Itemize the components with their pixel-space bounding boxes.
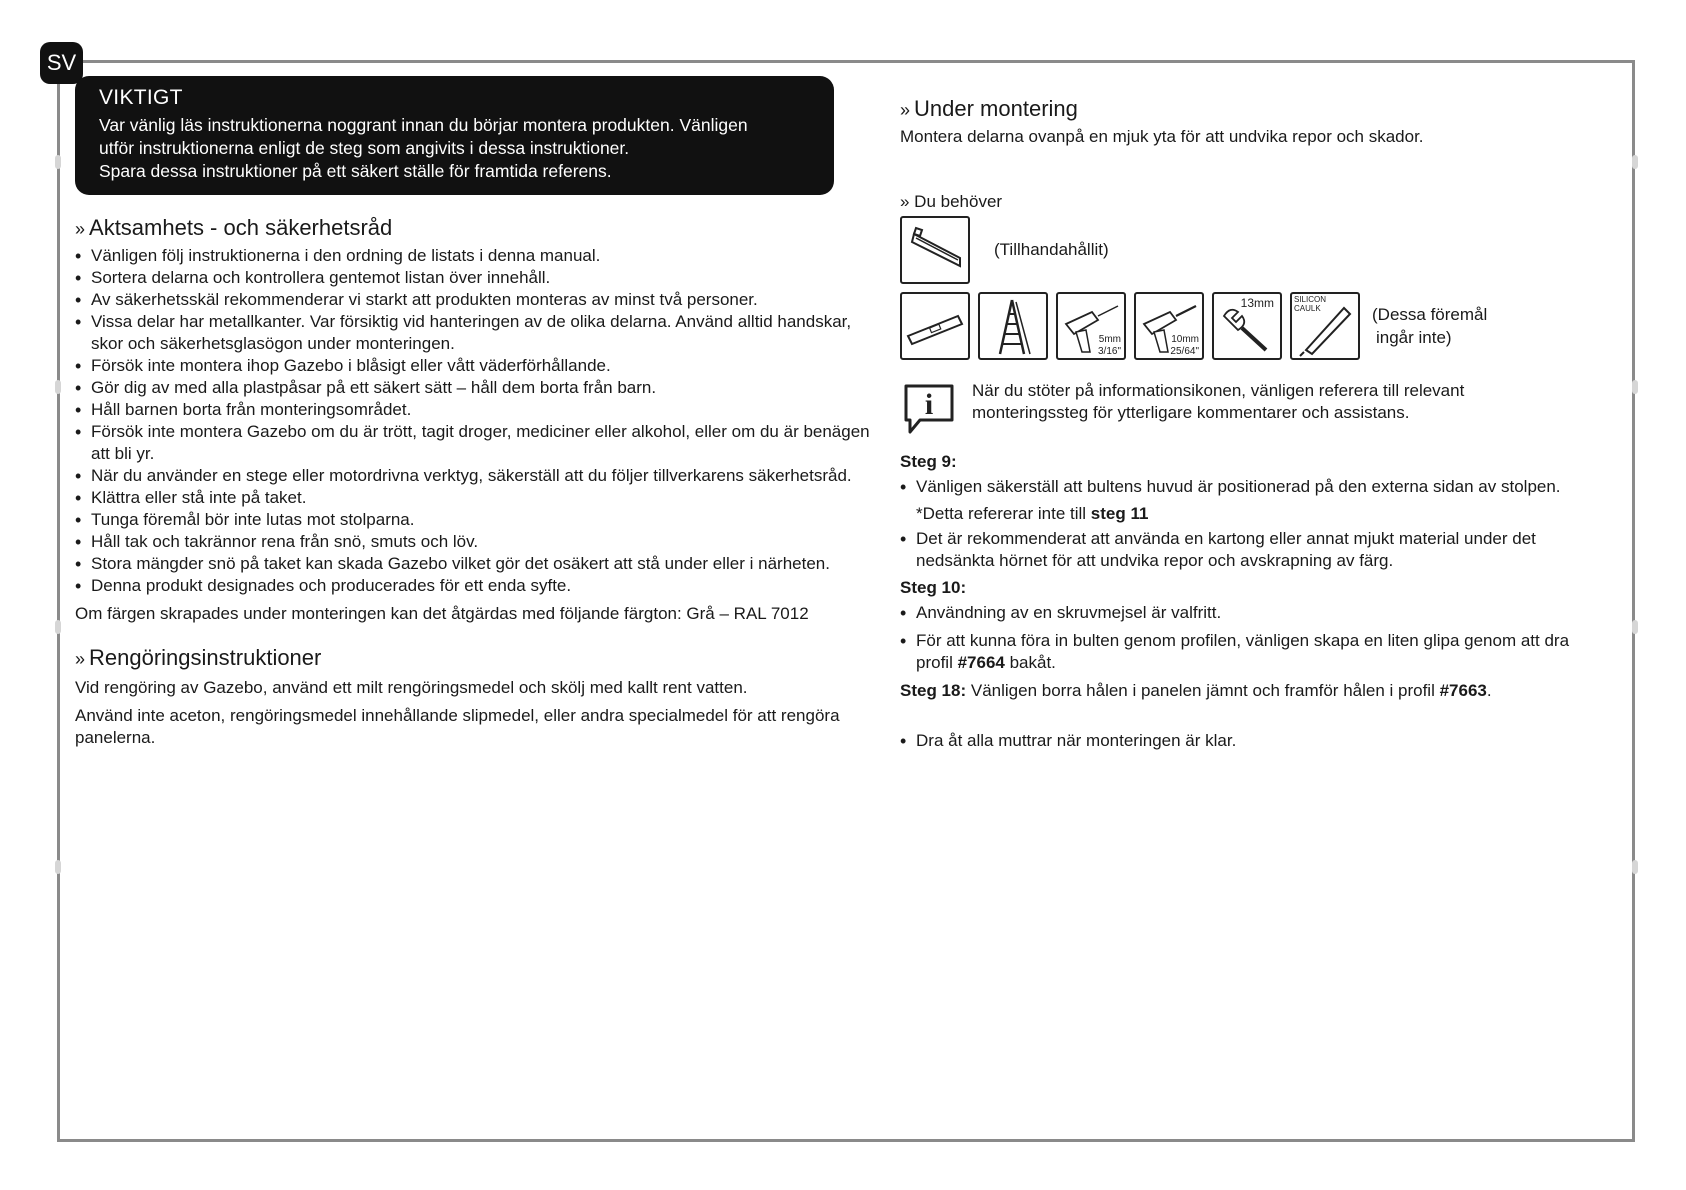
list-item [900, 630, 1600, 674]
right-column [900, 92, 1600, 752]
safety-title: Aktsamhets - och säkerhetsråd [89, 215, 393, 240]
drill-size-imperial: 3/16" [1097, 346, 1121, 357]
step-10-list [900, 602, 1600, 674]
note-emphasis: steg 11 [1090, 504, 1149, 523]
step-text: Vänligen borra hålen i panelen jämnt och framför hålen i profil [966, 681, 1440, 700]
registration-mark [55, 860, 61, 874]
drill-size: 5mm [1098, 334, 1121, 345]
cleaning-paragraph: Använd inte aceton, rengöringsmedel innehållande slipmedel, eller andra specialmedel för att rengöra panelerna. [75, 706, 840, 747]
ladder-icon [980, 294, 1046, 358]
registration-mark [1632, 380, 1638, 394]
section-marker: » [75, 649, 86, 669]
tool-wrench [1212, 292, 1282, 360]
list-item: • När du använder en stege eller motordrivna verktyg, säkerställ att du följer tillverkarens säkerhetsråd. [75, 465, 870, 487]
registration-mark [55, 380, 61, 394]
list-item: • Försök inte montera ihop Gazebo i blåsigt eller vått väderförhållande. [75, 355, 870, 377]
info-text [972, 380, 1464, 424]
drill-size: 10mm [1171, 334, 1199, 345]
list-item: • Vissa delar har metallkanter. Var försiktig vid hanteringen av de olika delarna. Använd alltid handskar, skor och säkerhetsglasögon under monteringen. [75, 311, 870, 355]
tools-row [900, 292, 1600, 360]
list-item: • Tunga föremål bör inte lutas mot stolparna. [75, 509, 870, 531]
list-item: • Användning av en skruvmejsel är valfritt. [900, 602, 1600, 624]
important-line: Var vänlig läs instruktionerna noggrant innan du börjar montera produkten. Vänligen [99, 115, 748, 135]
tool-ladder [978, 292, 1048, 360]
list-item: • Håll tak och takrännor rena från snö, smuts och löv. [75, 531, 870, 553]
tool-level [900, 292, 970, 360]
not-included-line: ingår inte) [1376, 328, 1452, 347]
step-9-list [900, 476, 1600, 498]
list-item: • Vänligen följ instruktionerna i den ordning de listats i denna manual. [75, 245, 870, 267]
bullet-text: bakåt. [1004, 653, 1056, 672]
list-item: • Vänligen säkerställ att bultens huvud är positionerad på den externa sidan av stolpen. [900, 476, 1600, 498]
step-10-label: Steg 10: [900, 578, 967, 597]
language-tab: SV [40, 42, 83, 84]
step-18-text [900, 680, 1600, 702]
list-item: • Försök inte montera Gazebo om du är trött, tagit droger, mediciner eller alkohol, eller om du är benägen att bli yr. [75, 421, 870, 465]
list-item: • Det är rekommenderat att använda en kartong eller annat mjukt material under det nedsänkta hörnet för att undvika repor och avskrapning av färg. [900, 528, 1600, 572]
note-text: *Detta refererar inte till [916, 504, 1091, 523]
not-included-line: (Dessa föremål [1372, 305, 1488, 324]
part-number: #7663 [1439, 681, 1487, 700]
cleaning-title: Rengöringsinstruktioner [89, 645, 322, 670]
caulk-label: CAULK [1294, 304, 1321, 313]
cleaning-paragraph: Vid rengöring av Gazebo, använd ett milt rengöringsmedel och skölj med kallt rent vatten. [75, 678, 748, 697]
safety-list [75, 245, 870, 597]
info-icon [900, 380, 958, 438]
during-heading [900, 96, 1600, 122]
registration-mark [55, 155, 61, 169]
cleaning-heading [75, 645, 870, 671]
wrench-size: 13mm [1240, 296, 1274, 310]
list-item: • Håll barnen borta från monteringsområdet. [75, 399, 870, 421]
safety-heading [75, 215, 870, 241]
info-line: När du stöter på informationsikonen, vänligen referera till relevant [972, 381, 1465, 400]
registration-mark [1632, 155, 1638, 169]
during-text: Montera delarna ovanpå en mjuk yta för att undvika repor och skador. [900, 127, 1424, 146]
info-row [900, 380, 1600, 438]
important-notice [75, 76, 834, 195]
during-title: Under montering [914, 96, 1078, 121]
tool-drill-5mm [1056, 292, 1126, 360]
important-line: Spara dessa instruktioner på ett säkert ställe för framtida referens. [99, 161, 612, 181]
svg-text:i: i [924, 388, 934, 421]
list-item: • Sortera delarna och kontrollera gentemot listan över innehåll. [75, 267, 870, 289]
level-icon [902, 294, 968, 358]
provided-tool [900, 216, 970, 284]
need-heading: » Du behöver [900, 192, 1003, 211]
registration-mark [55, 620, 61, 634]
registration-mark [1632, 860, 1638, 874]
step-9-list [900, 528, 1600, 572]
list-item: • Klättra eller stå inte på taket. [75, 487, 870, 509]
provided-label: (Tillhandahållit) [994, 240, 1109, 259]
list-item: • Dra åt alla muttrar när monteringen är klar. [900, 730, 1600, 752]
caulk-label: SILICON [1294, 295, 1327, 304]
bullet-text: För att kunna föra in bulten genom profilen, vänligen skapa en liten glipa genom att dra profil [916, 631, 1570, 672]
list-item: • Gör dig av med alla plastpåsar på ett säkert sätt – håll dem borta från barn. [75, 377, 870, 399]
list-item: • Stora mängder snö på taket kan skada Gazebo vilket gör det osäkert att stå under eller i närheten. [75, 553, 870, 575]
drill-size-imperial: 25/64" [1170, 346, 1199, 357]
list-item: • Denna produkt designades och producerades för ett enda syfte. [75, 575, 870, 597]
section-marker: » [75, 219, 86, 239]
section-marker: » [900, 100, 911, 120]
hex-key-icon [902, 218, 968, 282]
important-line: utför instruktionerna enligt de steg som angivits i dessa instruktioner. [99, 138, 630, 158]
registration-mark [1632, 620, 1638, 634]
not-included-label [1372, 303, 1487, 349]
step-9-label: Steg 9: [900, 452, 957, 471]
provided-row [900, 216, 1600, 284]
step-18-label: Steg 18: [900, 681, 967, 700]
important-title: VIKTIGT [99, 86, 183, 109]
final-list [900, 730, 1600, 752]
list-item: • Av säkerhetsskäl rekommenderar vi starkt att produkten monteras av minst två personer. [75, 289, 870, 311]
step-text: . [1486, 681, 1492, 700]
left-column [75, 76, 870, 755]
info-line: monteringssteg för ytterligare kommentarer och assistans. [972, 403, 1410, 422]
part-number: #7664 [957, 653, 1005, 672]
tool-caulk [1290, 292, 1360, 360]
paint-note: Om färgen skrapades under monteringen kan det åtgärdas med följande färgton: Grå – RAL 7012 [75, 604, 809, 623]
tool-drill-10mm [1134, 292, 1204, 360]
step-9-note [916, 504, 1600, 524]
